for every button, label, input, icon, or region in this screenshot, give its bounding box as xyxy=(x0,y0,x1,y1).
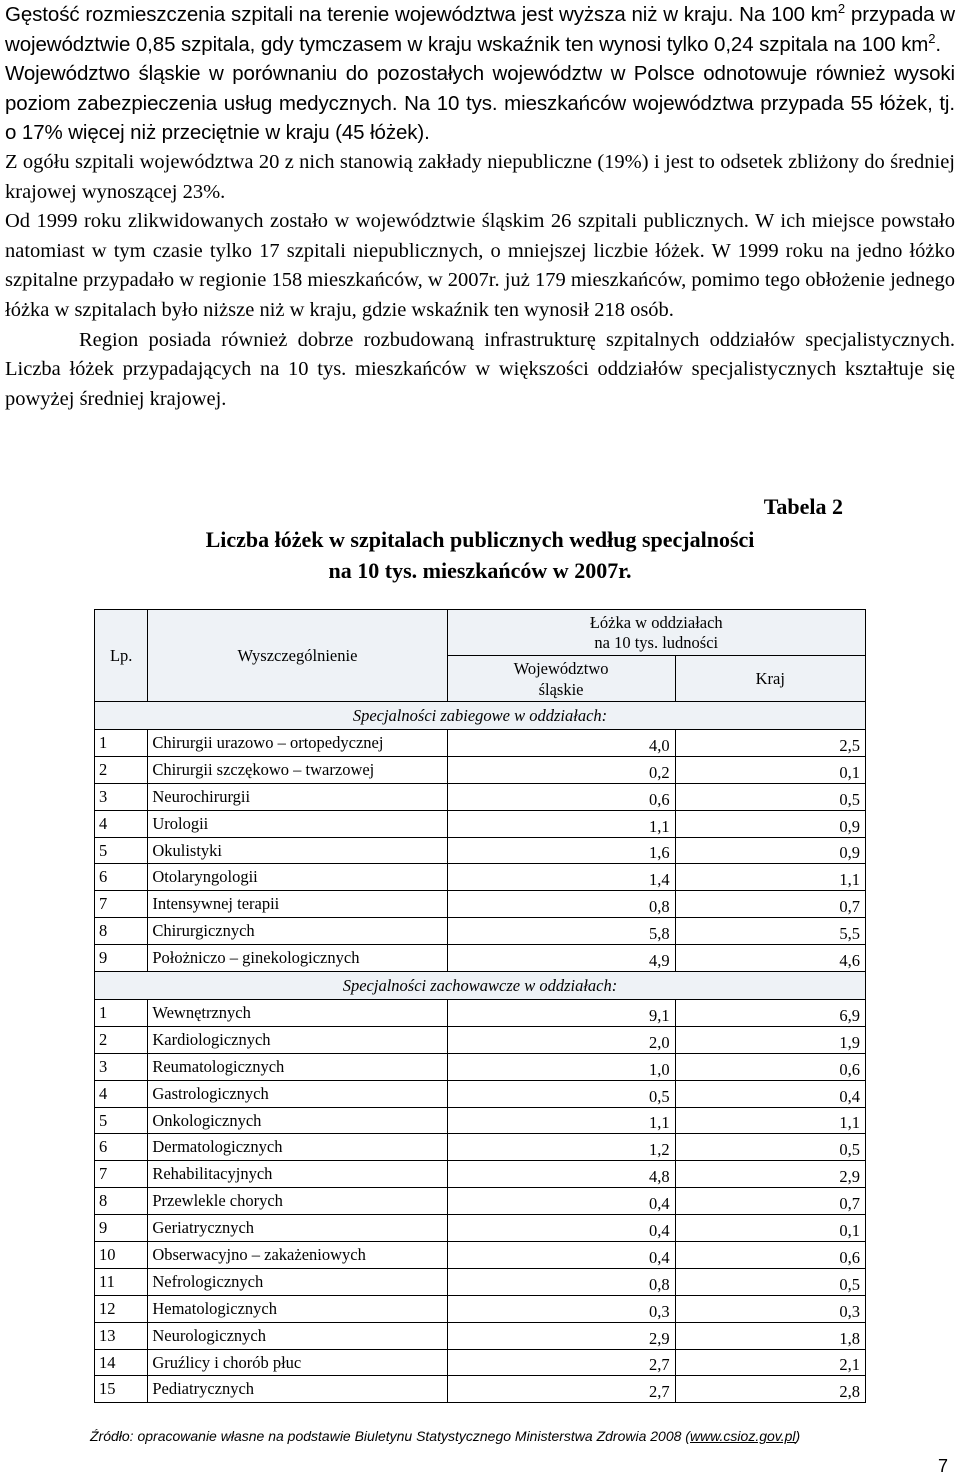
cell-name: Obserwacyjno – zakażeniowych xyxy=(148,1242,447,1269)
cell-name: Urologii xyxy=(148,810,447,837)
table-row xyxy=(95,1053,866,1080)
cell-country: 0,5 xyxy=(675,783,865,810)
cell-lp: 2 xyxy=(95,1026,148,1053)
superscript: 2 xyxy=(928,30,936,46)
cell-name: Pediatrycznych xyxy=(148,1376,447,1403)
cell-country: 0,1 xyxy=(675,756,865,783)
cell-name: Dermatologicznych xyxy=(148,1134,447,1161)
source-close: ) xyxy=(795,1428,801,1444)
table-row xyxy=(95,1161,866,1188)
table-title-line2: na 10 tys. mieszkańców w 2007r. xyxy=(328,558,632,583)
header-group-line1: Łóżka w oddziałach xyxy=(589,612,723,632)
table-row xyxy=(95,1242,866,1269)
cell-region: 2,9 xyxy=(447,1322,675,1349)
cell-name: Przewlekle chorych xyxy=(148,1188,447,1215)
cell-lp: 8 xyxy=(95,1188,148,1215)
cell-region: 0,4 xyxy=(447,1188,675,1215)
cell-lp: 6 xyxy=(95,864,148,891)
cell-region: 5,8 xyxy=(447,918,675,945)
cell-lp: 12 xyxy=(95,1295,148,1322)
cell-lp: 14 xyxy=(95,1349,148,1376)
section-title: Specjalności zabiegowe w oddziałach: xyxy=(95,702,866,730)
header-region-line1: Województwo xyxy=(513,658,609,678)
cell-name: Gastrologicznych xyxy=(148,1080,447,1107)
table-row xyxy=(95,756,866,783)
cell-country: 0,5 xyxy=(675,1268,865,1295)
cell-region: 0,8 xyxy=(447,891,675,918)
page-number: 7 xyxy=(938,1456,949,1476)
cell-country: 1,1 xyxy=(675,864,865,891)
cell-region: 1,0 xyxy=(447,1053,675,1080)
cell-lp: 11 xyxy=(95,1268,148,1295)
cell-region: 4,0 xyxy=(447,730,675,757)
cell-lp: 4 xyxy=(95,1080,148,1107)
cell-region: 9,1 xyxy=(447,1000,675,1027)
cell-name: Nefrologicznych xyxy=(148,1268,447,1295)
cell-region: 4,8 xyxy=(447,1161,675,1188)
cell-country: 0,6 xyxy=(675,1242,865,1269)
cell-country: 0,9 xyxy=(675,810,865,837)
paragraph-infrastructure: Region posiada również dobrze rozbudowaną infrastrukturę szpitalnych oddziałów specjalistycznych. Liczba łóżek przypadających na 10 tys. mieszkańców w większości oddziałów specjalistycznych kształtuje się powyżej średniej krajowej. xyxy=(5,328,955,410)
cell-country: 5,5 xyxy=(675,918,865,945)
cell-name: Chirurgicznych xyxy=(148,918,447,945)
cell-name: Neurologicznych xyxy=(148,1322,447,1349)
table-row xyxy=(95,1376,866,1403)
cell-country: 2,5 xyxy=(675,730,865,757)
cell-country: 0,3 xyxy=(675,1295,865,1322)
source-link[interactable]: www.csioz.gov.pl xyxy=(689,1428,796,1444)
cell-region: 2,0 xyxy=(447,1026,675,1053)
beds-table xyxy=(94,609,866,1403)
cell-name: Neurochirurgii xyxy=(148,783,447,810)
cell-country: 2,1 xyxy=(675,1349,865,1376)
cell-lp: 4 xyxy=(95,810,148,837)
header-name: Wyszczególnienie xyxy=(148,610,447,702)
cell-region: 0,6 xyxy=(447,783,675,810)
section-header-row xyxy=(95,702,866,730)
table-row xyxy=(95,1295,866,1322)
cell-country: 6,9 xyxy=(675,1000,865,1027)
cell-name: Kardiologicznych xyxy=(148,1026,447,1053)
cell-name: Wewnętrznych xyxy=(148,1000,447,1027)
table-row xyxy=(95,918,866,945)
cell-country: 0,4 xyxy=(675,1080,865,1107)
cell-name: Chirurgii szczękowo – twarzowej xyxy=(148,756,447,783)
cell-name: Intensywnej terapii xyxy=(148,891,447,918)
cell-country: 1,1 xyxy=(675,1107,865,1134)
cell-name: Położniczo – ginekologicznych xyxy=(148,945,447,972)
table-row xyxy=(95,810,866,837)
cell-name: Gruźlicy i chorób płuc xyxy=(148,1349,447,1376)
cell-country: 0,1 xyxy=(675,1215,865,1242)
cell-lp: 9 xyxy=(95,1215,148,1242)
cell-country: 2,8 xyxy=(675,1376,865,1403)
cell-name: Rehabilitacyjnych xyxy=(148,1161,447,1188)
table-row xyxy=(95,837,866,864)
cell-country: 0,7 xyxy=(675,1188,865,1215)
cell-lp: 13 xyxy=(95,1322,148,1349)
cell-country: 1,8 xyxy=(675,1322,865,1349)
header-region xyxy=(447,656,675,702)
cell-region: 1,2 xyxy=(447,1134,675,1161)
cell-lp: 1 xyxy=(95,730,148,757)
cell-lp: 5 xyxy=(95,1107,148,1134)
header-group-line2: na 10 tys. ludności xyxy=(594,632,719,652)
cell-country: 0,6 xyxy=(675,1053,865,1080)
cell-region: 0,5 xyxy=(447,1080,675,1107)
table-row xyxy=(95,1349,866,1376)
cell-region: 1,4 xyxy=(447,864,675,891)
cell-region: 0,2 xyxy=(447,756,675,783)
source-text: Źródło: opracowanie własne na podstawie Biuletynu Statystycznego Ministerstwa Zdrowia 2008 ( xyxy=(90,1428,690,1444)
cell-lp: 1 xyxy=(95,1000,148,1027)
table-row xyxy=(95,1134,866,1161)
paragraph-beds: Województwo śląskie w porównaniu do pozostałych województw w Polsce odnotowuje również wysoki poziom zabezpieczenia usług medycznych. Na 10 tys. mieszkańców województwa przypada 55 łóżek, tj. o 17% więcej niż przeciętnie w kraju (45 łóżek). xyxy=(5,62,955,145)
cell-country: 2,9 xyxy=(675,1161,865,1188)
cell-name: Reumatologicznych xyxy=(148,1053,447,1080)
cell-lp: 7 xyxy=(95,1161,148,1188)
table-row xyxy=(95,1188,866,1215)
table-row xyxy=(95,1322,866,1349)
cell-region: 1,1 xyxy=(447,810,675,837)
body-text xyxy=(5,0,955,414)
cell-lp: 6 xyxy=(95,1134,148,1161)
cell-country: 0,7 xyxy=(675,891,865,918)
cell-name: Otolaryngologii xyxy=(148,864,447,891)
table-row xyxy=(95,730,866,757)
table-row xyxy=(95,945,866,972)
cell-lp: 3 xyxy=(95,1053,148,1080)
cell-lp: 8 xyxy=(95,918,148,945)
cell-country: 4,6 xyxy=(675,945,865,972)
cell-region: 0,4 xyxy=(447,1242,675,1269)
cell-lp: 2 xyxy=(95,756,148,783)
cell-region: 0,8 xyxy=(447,1268,675,1295)
table-row xyxy=(95,1080,866,1107)
cell-country: 0,5 xyxy=(675,1134,865,1161)
cell-lp: 3 xyxy=(95,783,148,810)
cell-lp: 9 xyxy=(95,945,148,972)
cell-region: 2,7 xyxy=(447,1376,675,1403)
cell-lp: 5 xyxy=(95,837,148,864)
cell-country: 0,9 xyxy=(675,837,865,864)
header-group xyxy=(447,610,865,656)
cell-lp: 10 xyxy=(95,1242,148,1269)
source-note xyxy=(90,1428,890,1444)
table-row xyxy=(95,1215,866,1242)
table-row xyxy=(95,783,866,810)
section-header-row xyxy=(95,972,866,1000)
cell-lp: 15 xyxy=(95,1376,148,1403)
cell-name: Geriatrycznych xyxy=(148,1215,447,1242)
cell-name: Hematologicznych xyxy=(148,1295,447,1322)
paragraph-density xyxy=(5,0,955,59)
table-row xyxy=(95,1268,866,1295)
table-row xyxy=(95,891,866,918)
paragraph-private: Z ogółu szpitali województwa 20 z nich stanowią zakłady niepubliczne (19%) i jest to odsetek zbliżony do średniej krajowej wynoszącej 23%. xyxy=(5,150,955,203)
table-body xyxy=(95,702,866,1403)
cell-name: Onkologicznych xyxy=(148,1107,447,1134)
table-label: Tabela 2 xyxy=(763,494,843,519)
cell-region: 1,1 xyxy=(447,1107,675,1134)
header-region-line2: śląskie xyxy=(538,679,584,699)
paragraph-density-part2: przypada w województwie 0,85 szpitala, gdy tymczasem w kraju wskaźnik ten wynosi tylko 0,24 szpitala na 100 km xyxy=(5,3,955,56)
table-row xyxy=(95,864,866,891)
cell-region: 1,6 xyxy=(447,837,675,864)
superscript: 2 xyxy=(837,1,846,17)
cell-region: 0,3 xyxy=(447,1295,675,1322)
paragraph-closures: Od 1999 roku zlikwidowanych zostało w województwie śląskim 26 szpitali publicznych. W ich miejsce powstało natomiast w tym czasie tylko 17 szpitali niepublicznych, o mniejszej liczbie łóżek. W 1999 roku na jedno łóżko szpitalne przypadało w regionie 158 mieszkańców, w 2007r. już 179 mieszkańców, pomimo tego obłożenie jednego łóżka w szpitalach było niższe niż w kraju, gdzie wskaźnik ten wynosił 218 osób. xyxy=(5,210,955,321)
table-title xyxy=(120,524,840,586)
paragraph-density-period: . xyxy=(935,32,942,56)
cell-region: 0,4 xyxy=(447,1215,675,1242)
cell-name: Okulistyki xyxy=(148,837,447,864)
cell-country: 1,9 xyxy=(675,1026,865,1053)
cell-region: 2,7 xyxy=(447,1349,675,1376)
paragraph-density-part1: Gęstość rozmieszczenia szpitali na terenie województwa jest wyższa niż w kraju. Na 100 km xyxy=(5,3,838,26)
table-row xyxy=(95,1000,866,1027)
cell-name: Chirurgii urazowo – ortopedycznej xyxy=(148,730,447,757)
section-title: Specjalności zachowawcze w oddziałach: xyxy=(95,972,866,1000)
cell-region: 4,9 xyxy=(447,945,675,972)
cell-lp: 7 xyxy=(95,891,148,918)
header-lp: Lp. xyxy=(95,610,148,702)
table-title-line1: Liczba łóżek w szpitalach publicznych według specjalności xyxy=(205,527,755,552)
table-row xyxy=(95,1107,866,1134)
table-row xyxy=(95,1026,866,1053)
header-country: Kraj xyxy=(675,656,865,702)
